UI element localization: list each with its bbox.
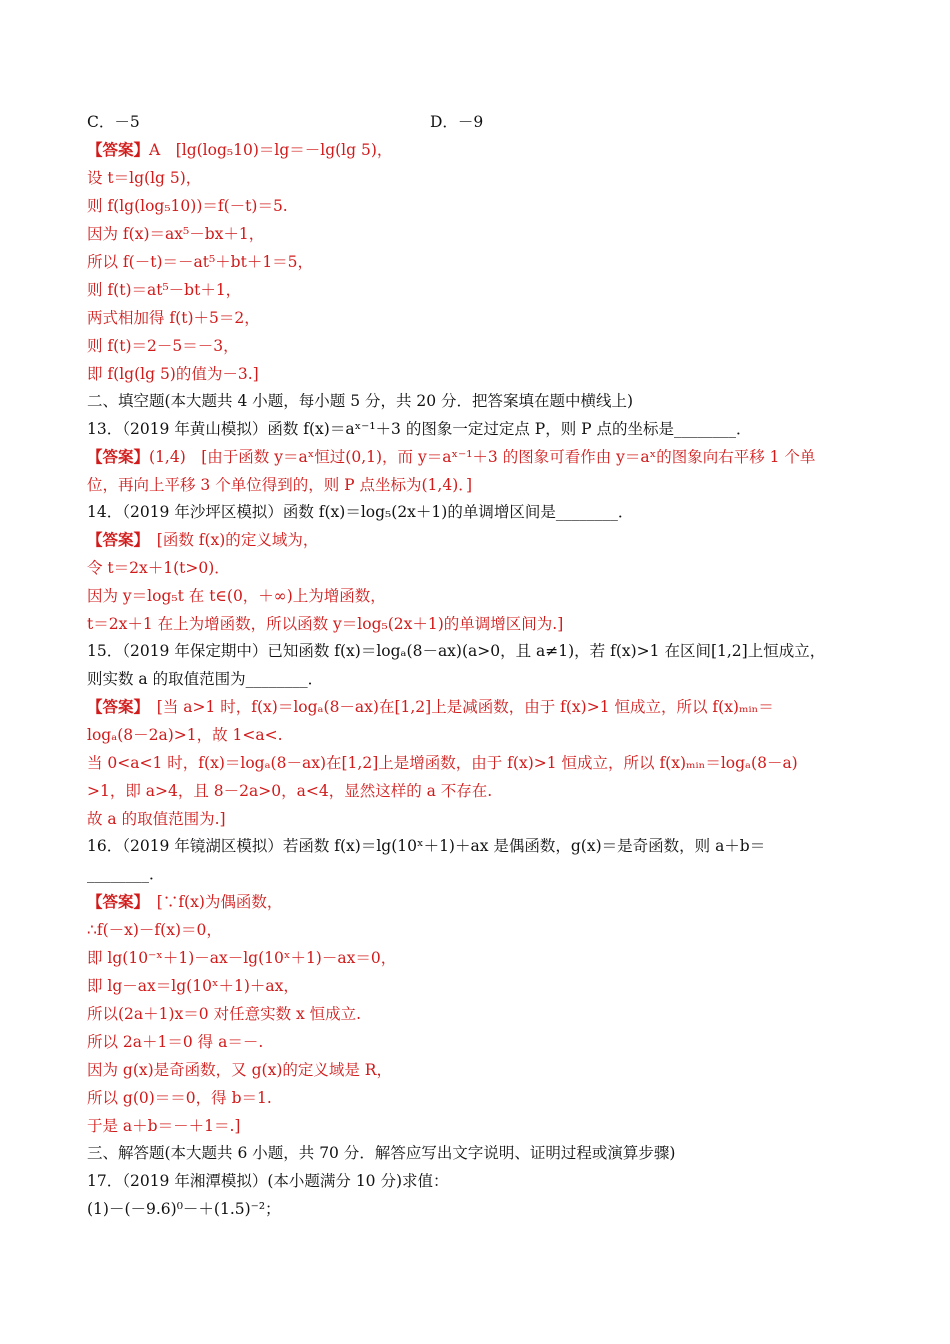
solution-line: 即 lg(10⁻ˣ＋1)－ax－lg(10ˣ＋1)－ax＝0， <box>87 949 397 967</box>
question-16-cont: ________． <box>87 865 165 883</box>
answer-line <box>87 140 392 160</box>
solution-line: >1，即 a>4，且 8－2a>0，a<4，显然这样的 a 不存在. <box>87 782 493 800</box>
answer-text: (1,4) [由于函数 y＝aˣ恒过(0,1)，而 y＝aˣ⁻¹＋3 的图象可看作由 y＝aˣ的图象向右平移 1 个单 <box>149 448 816 466</box>
answer-text: A [lg(log₅10)＝lg＝－lg(lg 5)， <box>149 141 393 159</box>
question-17-part1: (1)－(－9.6)⁰－＋(1.5)⁻²； <box>87 1200 281 1218</box>
solution-line: 令 t＝2x＋1(t>0)． <box>87 559 230 577</box>
solution-line: 所以 2a＋1＝0 得 a＝－. <box>87 1033 264 1051</box>
option-c <box>87 112 484 132</box>
answer-line <box>87 447 815 467</box>
answer-tag: 【答案】 <box>87 447 150 466</box>
answer-tag: 【答案】 <box>87 140 150 159</box>
solution-line: 故 a 的取值范围为.] <box>87 810 226 828</box>
solution-line: 即 f(lg(lg 5)的值为－3.] <box>87 365 259 383</box>
solution-line: ∴f(－x)－f(x)＝0， <box>87 921 222 939</box>
answer-line <box>87 697 774 717</box>
option-d: D．－9 <box>430 113 484 131</box>
solution-line: 因为 f(x)＝ax⁵－bx＋1， <box>87 225 265 243</box>
answer-tag: 【答案】 <box>87 530 142 549</box>
solution-line: 当 0<a<1 时，f(x)＝logₐ(8－ax)在[1,2]上是增函数，由于 f(x)>1 恒成立，所以 f(x)ₘᵢₙ＝logₐ(8－a) <box>87 754 798 772</box>
question-14: 14．（2019 年沙坪区模拟）函数 f(x)＝log₅(2x＋1)的单调增区间是________． <box>87 503 634 521</box>
answer-line: 位，再向上平移 3 个单位得到的，则 P 点坐标为(1,4)．] <box>87 476 473 494</box>
solution-line: 则 f(lg(log₅10))＝f(－t)＝5. <box>87 197 288 215</box>
solution-line: 所以 f(－t)＝－at⁵＋bt＋1＝5， <box>87 253 314 271</box>
answer-text: [∵f(x)为偶函数， <box>141 893 283 911</box>
solution-line: 所以(2a＋1)x＝0 对任意实数 x 恒成立. <box>87 1005 362 1023</box>
solution-line: 于是 a＋b＝－＋1＝.] <box>87 1117 241 1135</box>
solution-line: 则 f(t)＝2－5＝－3， <box>87 337 239 355</box>
answer-tag: 【答案】 <box>87 892 142 911</box>
solution-line: 设 t＝lg(lg 5)， <box>87 169 202 187</box>
question-17: 17．（2019 年湘潭模拟）(本小题满分 10 分)求值： <box>87 1172 449 1190</box>
option-c-label: C．－5 <box>87 113 140 131</box>
solution-line: 因为 g(x)是奇函数，又 g(x)的定义域是 R， <box>87 1061 392 1079</box>
answer-tag: 【答案】 <box>87 697 142 716</box>
answer-line <box>87 892 282 912</box>
answer-text: [函数 f(x)的定义域为， <box>141 531 319 549</box>
solution-line: 两式相加得 f(t)＋5＝2， <box>87 309 260 327</box>
solution-line: t＝2x＋1 在上为增函数，所以函数 y＝log₅(2x＋1)的单调增区间为.] <box>87 615 564 633</box>
solution-line: 即 lg－ax＝lg(10ˣ＋1)＋ax， <box>87 977 299 995</box>
solution-line: 所以 g(0)＝＝0，得 b＝1. <box>87 1089 272 1107</box>
question-15-cont: 则实数 a 的取值范围为________． <box>87 670 324 688</box>
solution-line: 则 f(t)＝at⁵－bt＋1， <box>87 281 242 299</box>
solution-line: logₐ(8－2a)>1，故 1<a<. <box>87 726 283 744</box>
solution-line: 因为 y＝log₅t 在 t∈(0，＋∞)上为增函数， <box>87 587 386 605</box>
section-heading: 二、填空题(本大题共 4 小题，每小题 5 分，共 20 分．把答案填在题中横线上) <box>87 392 634 410</box>
answer-line <box>87 530 318 550</box>
question-13: 13．（2019 年黄山模拟）函数 f(x)＝aˣ⁻¹＋3 的图象一定过定点 P，则 P 点的坐标是________． <box>87 420 752 438</box>
section-heading: 三、解答题(本大题共 6 小题，共 70 分．解答应写出文字说明、证明过程或演算步骤) <box>87 1144 676 1162</box>
question-16: 16．（2019 年镜湖区模拟）若函数 f(x)＝lg(10ˣ＋1)＋ax 是偶函数，g(x)＝是奇函数，则 a＋b＝ <box>87 837 766 855</box>
question-15: 15．（2019 年保定期中）已知函数 f(x)＝logₐ(8－ax)(a>0，且 a≠1)，若 f(x)>1 在区间[1,2]上恒成立， <box>87 642 826 660</box>
answer-text: [当 a>1 时，f(x)＝logₐ(8－ax)在[1,2]上是减函数，由于 f(x)>1 恒成立，所以 f(x)ₘᵢₙ＝ <box>141 698 774 716</box>
